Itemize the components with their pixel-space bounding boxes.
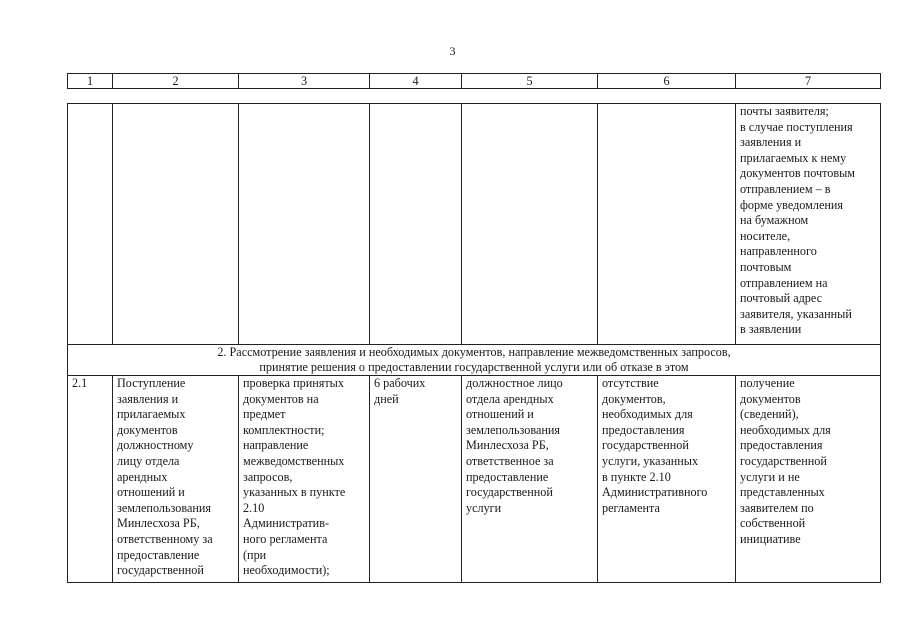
- continuation-cell-4: [370, 104, 462, 345]
- column-number-5: 5: [462, 74, 598, 89]
- row-2-1-content: проверка принятых документов на предмет комплектности; направление межведомственных запросов, указанных в пункте 2.10 Административ- ного регламента (при необходимости);: [239, 376, 370, 583]
- column-number-6: 6: [598, 74, 736, 89]
- continuation-cell-6: [598, 104, 736, 345]
- row-2-1-duration: 6 рабочих дней: [370, 376, 462, 583]
- spacer-row: [68, 89, 881, 104]
- row-2-1-responsible: должностное лицо отдела арендных отношений и землепользования Минлесхоза РБ, ответственное за предоставление государственной услуги: [462, 376, 598, 583]
- spacer-cell: [68, 89, 881, 104]
- table-row-2-1: [68, 376, 881, 583]
- page-number: 3: [449, 44, 456, 58]
- row-2-1-number: 2.1: [68, 376, 113, 583]
- column-number-4: 4: [370, 74, 462, 89]
- continuation-cell-5: [462, 104, 598, 345]
- column-number-row: [68, 74, 881, 89]
- continuation-cell-2: [113, 104, 239, 345]
- continuation-cell-3: [239, 104, 370, 345]
- column-number-2: 2: [113, 74, 239, 89]
- row-2-1-basis: Поступление заявления и прилагаемых документов должностному лицу отдела арендных отношений и землепользования Минлесхоза РБ, ответственному за предоставление государственной: [113, 376, 239, 583]
- row-2-1-result: получение документов (сведений), необходимых для предоставления государственной услуги и не представленных заявителем по собственной инициативе: [736, 376, 881, 583]
- row-2-1-criteria: отсутствие документов, необходимых для предоставления государственной услуги, указанных в пункте 2.10 Административного регламента: [598, 376, 736, 583]
- section-2-heading-row: [68, 345, 881, 376]
- continuation-cell-1: [68, 104, 113, 345]
- column-number-7: 7: [736, 74, 881, 89]
- continuation-cell-7: почты заявителя; в случае поступления заявления и прилагаемых к нему документов почтовым отправлением – в форме уведомления на бумажном носителе, направленного почтовым отправлением на почтовый адрес заявителя, указанный в заявлении: [736, 104, 881, 345]
- section-2-title: 2. Рассмотрение заявления и необходимых документов, направление межведомственных запросов, принятие решения о предоставлении государственной услуги или об отказе в этом: [68, 345, 881, 376]
- procedure-table: [67, 73, 881, 583]
- column-number-3: 3: [239, 74, 370, 89]
- column-number-1: 1: [68, 74, 113, 89]
- continuation-row: [68, 104, 881, 345]
